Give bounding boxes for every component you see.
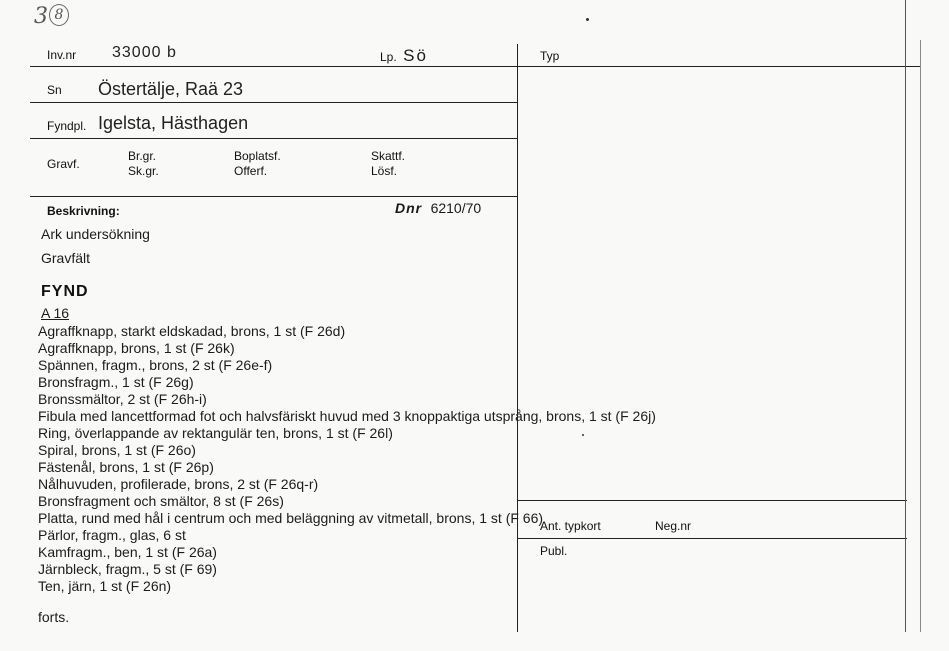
corner-mark bbox=[34, 4, 69, 29]
list-item: Bronsfragment och smältor, 8 st (F 26s) bbox=[38, 493, 284, 509]
forts-label: forts. bbox=[38, 609, 70, 625]
ant-typkort-label: Ant. typkort bbox=[540, 519, 601, 533]
description-line-2: Gravfält bbox=[41, 250, 91, 266]
card-edge-right bbox=[905, 0, 906, 632]
fynd-section: A 16 bbox=[41, 305, 70, 321]
list-item: Agraffknapp, brons, 1 st (F 26k) bbox=[38, 340, 235, 356]
publ-label: Publ. bbox=[540, 544, 568, 558]
corner-mark-number: 3 bbox=[34, 4, 48, 29]
description-line-1: Ark undersökning bbox=[41, 226, 150, 242]
list-item: Agraffknapp, starkt eldskadad, brons, 1 st (F 26d) bbox=[38, 323, 346, 339]
skgr-label: Sk.gr. bbox=[128, 164, 159, 178]
beskrivning-label: Beskrivning: bbox=[47, 204, 120, 218]
inv-label: Inv.nr bbox=[47, 48, 77, 62]
skattf-label: Skattf. bbox=[371, 149, 406, 163]
fyndpl-value: Igelsta, Hästhagen bbox=[98, 113, 249, 133]
rule-under-inv bbox=[30, 66, 920, 67]
boplatsf-label: Boplatsf. bbox=[234, 149, 281, 163]
neg-nr-label: Neg.nr bbox=[655, 519, 692, 533]
dnr-label: Dnr bbox=[395, 200, 423, 216]
brgr-label: Br.gr. bbox=[128, 149, 157, 163]
fynd-heading: FYND bbox=[41, 283, 89, 300]
sn-value: Östertälje, Raä 23 bbox=[98, 79, 244, 99]
rule-under-gravf bbox=[30, 196, 517, 197]
speck bbox=[586, 18, 589, 21]
sn-label: Sn bbox=[47, 83, 62, 97]
list-item: Bronsfragm., 1 st (F 26g) bbox=[38, 374, 194, 390]
list-item: Spiral, brons, 1 st (F 26o) bbox=[38, 442, 196, 458]
rule-under-fyndpl bbox=[30, 138, 517, 139]
speck bbox=[582, 434, 584, 436]
list-item: Bronssmältor, 2 st (F 26h-i) bbox=[38, 391, 207, 407]
list-item: Pärlor, fragm., glas, 6 st bbox=[38, 527, 186, 543]
list-item: Fästenål, brons, 1 st (F 26p) bbox=[38, 459, 214, 475]
corner-mark-circled bbox=[49, 4, 69, 26]
lp-field bbox=[380, 46, 428, 66]
card-edge-outer bbox=[920, 40, 921, 632]
lp-label: Lp. bbox=[380, 50, 397, 64]
list-item: Kamfragm., ben, 1 st (F 26a) bbox=[38, 544, 217, 560]
list-item: Järnbleck, fragm., 5 st (F 69) bbox=[38, 561, 217, 577]
dnr-value: 6210/70 bbox=[430, 200, 482, 216]
list-item: Fibula med lancettformad fot och halvsfäriskt huvud med 3 knoppaktiga utsprång, brons, 1 st (F 26j) bbox=[38, 408, 656, 424]
list-item: Ten, järn, 1 st (F 26n) bbox=[38, 578, 172, 594]
corner-mark-circled-number: 8 bbox=[54, 7, 64, 23]
dnr-field bbox=[395, 200, 481, 218]
list-item: Ring, överlappande av rektangulär ten, brons, 1 st (F 26l) bbox=[38, 425, 393, 441]
list-item: Platta, rund med hål i centrum och med beläggning av vitmetall, brons, 1 st (F 66) bbox=[38, 510, 544, 526]
typ-label: Typ bbox=[540, 49, 560, 63]
losf-label: Lösf. bbox=[371, 164, 398, 178]
rule-under-sn bbox=[30, 102, 517, 103]
offerf-label: Offerf. bbox=[234, 164, 268, 178]
fyndpl-label: Fyndpl. bbox=[47, 119, 87, 133]
gravf-label: Gravf. bbox=[47, 157, 80, 171]
list-item: Nålhuvuden, profilerade, brons, 2 st (F 26q-r) bbox=[38, 476, 319, 492]
lp-value: Sö bbox=[403, 46, 428, 65]
list-item: Spännen, fragm., brons, 2 st (F 26e-f) bbox=[38, 357, 273, 373]
inv-value: 33000 b bbox=[112, 44, 177, 61]
